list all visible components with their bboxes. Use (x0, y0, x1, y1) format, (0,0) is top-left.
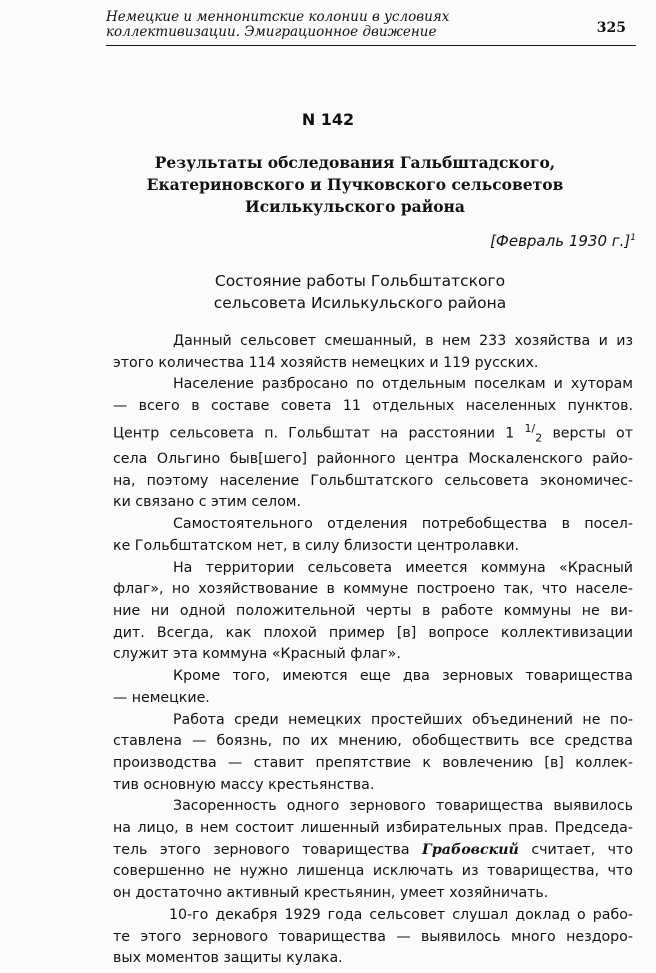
text-line: он достаточно активный крестьянин, умеет хозяйничать. (113, 885, 549, 902)
text-line: дит. Всегда, как плохой пример [в] вопросе коллективизации (113, 624, 633, 641)
text-line: совершенно не нужно лишенца исключать из товарищества, что (113, 863, 633, 880)
text-line: производства — ставит препятствие к вовлечению [в] коллек- (113, 754, 633, 771)
document-date (490, 232, 636, 250)
text-line (113, 840, 633, 862)
text-line: этого количества 114 хозяйств немецких и 119 русских. (113, 354, 539, 371)
running-title-line: Немецкие и меннонитские колонии в условиях (106, 9, 450, 25)
document-title-line: Исилькульского района (245, 197, 465, 216)
document-number: N 142 (301, 110, 355, 129)
text-line: ние ни одной положительной черты в работе коммуны не ви- (113, 603, 633, 619)
fraction-numerator: 1/ (524, 421, 536, 435)
document-title-line: Екатериновского и Пучковского сельсоветов (146, 175, 564, 194)
text-line: тив основную массу крестьянства. (113, 776, 375, 793)
footnote-marker: 1 (630, 233, 636, 243)
date-text: [Февраль 1930 г.] (490, 232, 631, 250)
subtitle-line: сельсовета Исилькульского района (213, 294, 507, 312)
text-line: Данный сельсовет смешанный, в нем 233 хозяйства и из (173, 333, 633, 349)
body-text (113, 331, 633, 970)
text-line (113, 418, 633, 449)
text-line: служит эта коммуна «Красный флаг». (113, 646, 401, 663)
document-title (100, 152, 610, 218)
text-line: Работа среди немецких простейших объединений не по- (173, 711, 633, 728)
text-line: Кроме того, имеются еще два зерновых товарищества (173, 668, 633, 685)
text-line: ке Гольбштатском нет, в силу близости центролавки. (113, 537, 520, 554)
text-line: на, поэтому население Гольбштатского сельсовета экономичес- (113, 472, 633, 489)
running-title (106, 10, 546, 40)
text-line: села Ольгино быв[шего] районного центра Москаленского райо- (113, 451, 633, 468)
text-line: флаг», но хозяйствование в коммуне построено так, что населе- (113, 581, 633, 598)
text-line: ки связано с этим селом. (113, 494, 301, 511)
text-fragment: версты от (542, 425, 633, 442)
text-fragment: тель этого зернового товарищества (113, 841, 410, 858)
text-line: на лицо, в нем состоит лишенный избирательных прав. Председа- (113, 820, 633, 837)
text-line: — всего в составе совета 11 отдельных населенных пунктов. (113, 398, 633, 415)
text-line: Засоренность одного зернового товарищества выявилось (173, 798, 633, 815)
text-fragment: Центр сельсовета п. Гольбштат на расстоянии 1 (113, 425, 515, 442)
page-number: 325 (596, 20, 626, 36)
running-header (106, 8, 636, 46)
text-line: Население разбросано по отдельным поселкам и хуторам (173, 376, 633, 393)
fraction-denominator: 2 (535, 431, 543, 445)
text-line: ставлена — боязнь, по их мнению, обобществить все средства (113, 733, 633, 750)
document-title-line: Результаты обследования Гальбштадского, (154, 153, 556, 172)
highlighted-name: Грабовский (422, 841, 519, 858)
text-line: — немецкие. (113, 689, 210, 706)
running-title-line: коллективизации. Эмиграционное движение (106, 24, 437, 40)
text-line: На территории сельсовета имеется коммуна «Красный (173, 559, 633, 576)
text-line: те этого зернового товарищества — выявилось много нездоро- (113, 928, 633, 945)
text-line: Самостоятельного отделения потребобщества в посел- (173, 516, 633, 533)
text-line: 10-го декабря 1929 года сельсовет слушал доклад о рабо- (169, 906, 633, 923)
text-fragment: считает, что (518, 841, 633, 858)
section-subtitle (110, 270, 610, 314)
subtitle-line: Состояние работы Гольбштатского (214, 272, 506, 290)
text-line: вых моментов защиты кулака. (113, 950, 343, 967)
